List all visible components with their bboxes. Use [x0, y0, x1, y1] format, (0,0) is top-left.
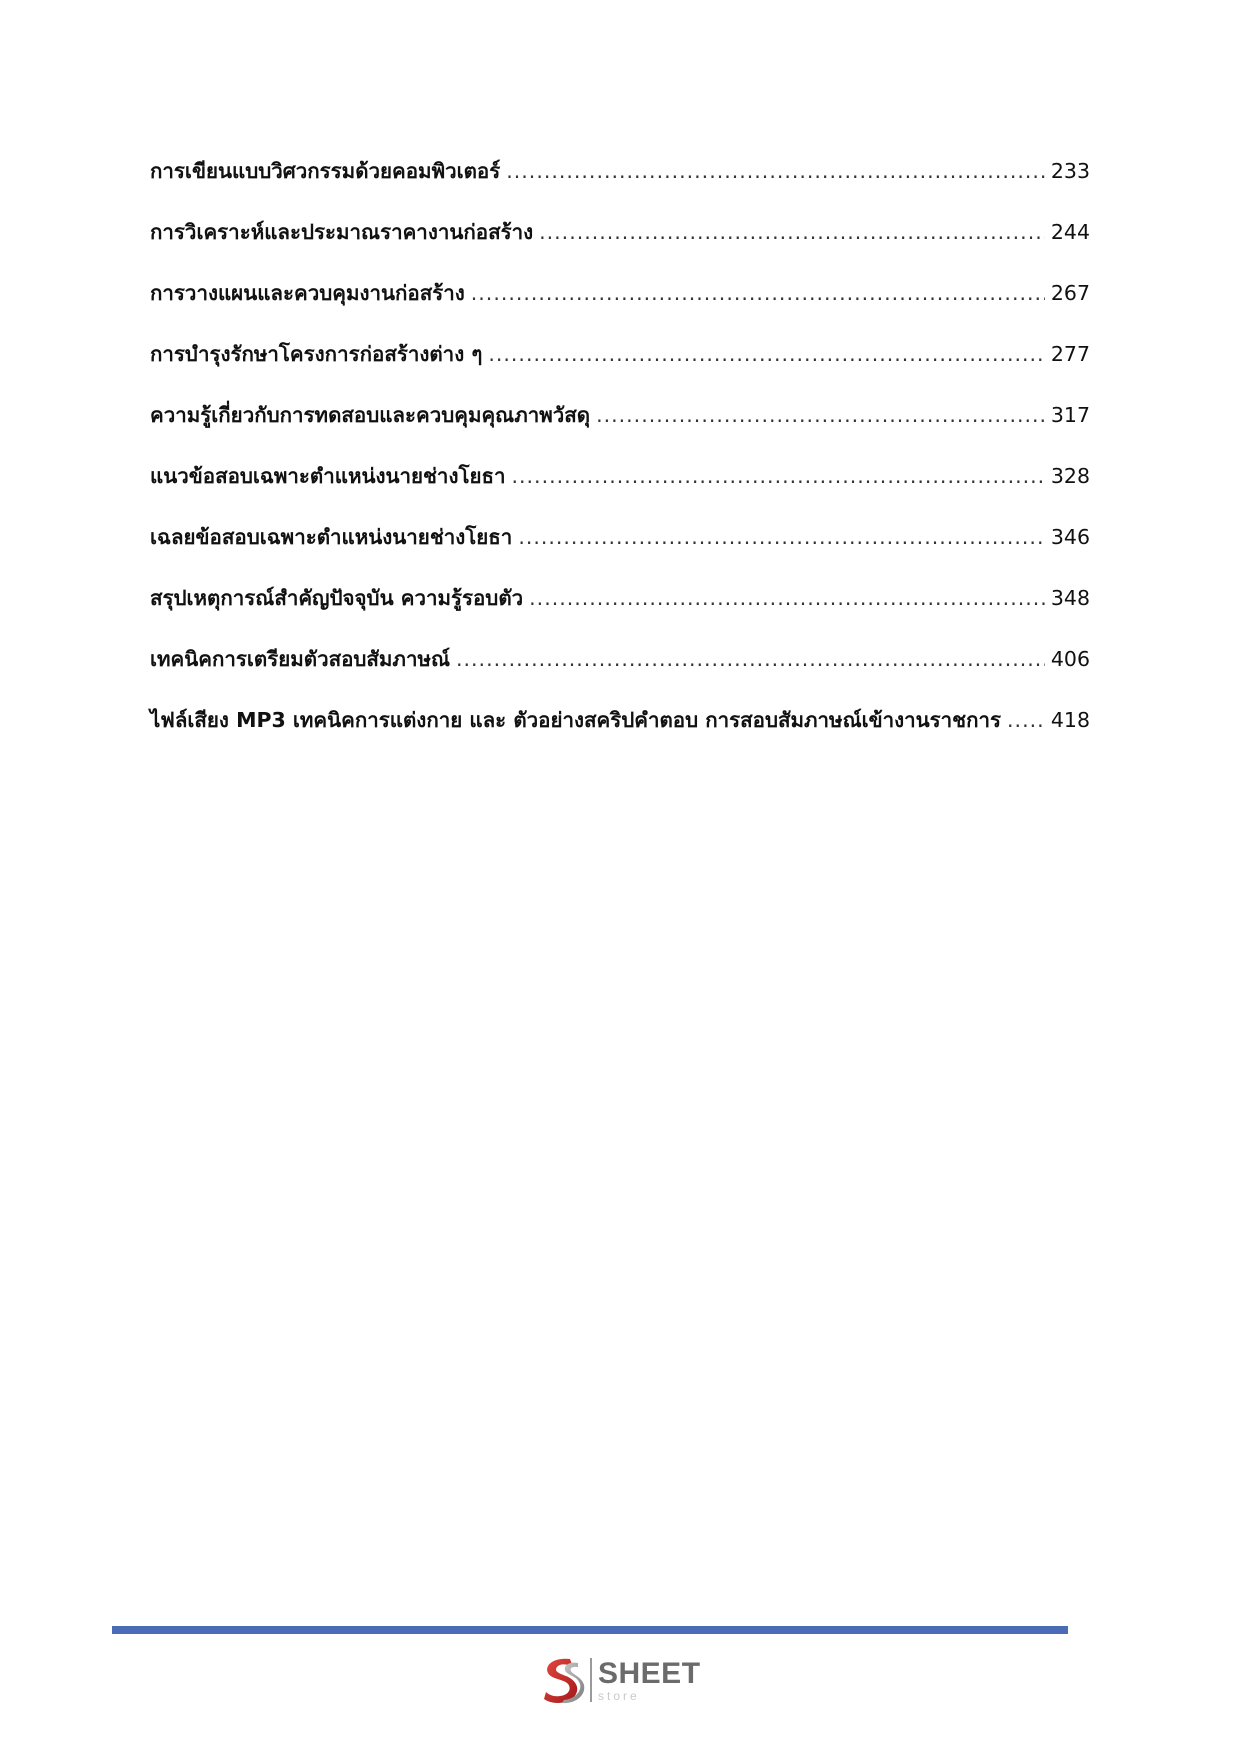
- toc-leader-dots: [471, 281, 1045, 305]
- toc-leader-dots: [488, 342, 1045, 366]
- toc-leader-dots: [512, 464, 1045, 488]
- toc-entry-title: การวางแผนและควบคุมงานก่อสร้าง: [150, 281, 465, 305]
- toc-leader-dots: [529, 586, 1045, 610]
- footer-divider: [112, 1626, 1068, 1634]
- toc-entry[interactable]: [150, 155, 1090, 216]
- toc-entry-page: 346: [1050, 525, 1090, 549]
- toc-entry[interactable]: [150, 704, 1090, 765]
- logo-wordmark: [598, 1656, 701, 1703]
- sheet-store-logo: [540, 1652, 701, 1708]
- logo-brand-sub: store: [598, 1688, 640, 1703]
- toc-entry[interactable]: [150, 277, 1090, 338]
- toc-leader-dots: [539, 220, 1045, 244]
- toc-entry-title: เทคนิคการเตรียมตัวสอบสัมภาษณ์: [150, 647, 450, 671]
- toc-entry[interactable]: [150, 338, 1090, 399]
- toc-leader-dots: [456, 647, 1045, 671]
- toc-entry-page: 244: [1050, 220, 1090, 244]
- toc-entry-title: การวิเคราะห์และประมาณราคางานก่อสร้าง: [150, 220, 534, 244]
- toc-entry-title: ความรู้เกี่ยวกับการทดสอบและควบคุมคุณภาพวัสดุ: [150, 403, 591, 427]
- toc-entry-page: 267: [1050, 281, 1090, 305]
- toc-entry-title: ไฟล์เสียง MP3 เทคนิคการแต่งกาย และ ตัวอย่างสคริปคำตอบ การสอบสัมภาษณ์เข้างานราชการ: [150, 708, 1002, 732]
- toc-leader-dots: [518, 525, 1045, 549]
- toc-entry-page: 348: [1050, 586, 1090, 610]
- sheet-store-logo-icon: [540, 1655, 586, 1705]
- toc-entry[interactable]: [150, 399, 1090, 460]
- toc-entry-page: 418: [1050, 708, 1090, 732]
- toc-entry[interactable]: [150, 643, 1090, 704]
- toc-leader-dots: [506, 159, 1045, 183]
- toc-entry-page: 317: [1050, 403, 1090, 427]
- toc-entry-page: 406: [1050, 647, 1090, 671]
- toc-entry[interactable]: [150, 216, 1090, 277]
- toc-entry-page: 328: [1050, 464, 1090, 488]
- toc-entry-page: 233: [1050, 159, 1090, 183]
- toc-leader-dots: [596, 403, 1045, 427]
- toc-leader-dots: [1007, 708, 1045, 732]
- logo-divider: [590, 1658, 592, 1702]
- toc-entry[interactable]: [150, 521, 1090, 582]
- table-of-contents: [150, 155, 1090, 765]
- toc-entry[interactable]: [150, 582, 1090, 643]
- toc-entry-title: การเขียนแบบวิศวกรรมด้วยคอมพิวเตอร์: [150, 159, 501, 183]
- toc-entry-title: เฉลยข้อสอบเฉพาะตำแหน่งนายช่างโยธา: [150, 525, 513, 549]
- logo-brand-name: SHEET: [598, 1656, 701, 1690]
- toc-entry-page: 277: [1050, 342, 1090, 366]
- toc-entry[interactable]: [150, 460, 1090, 521]
- toc-entry-title: แนวข้อสอบเฉพาะตำแหน่งนายช่างโยธา: [150, 464, 506, 488]
- toc-entry-title: สรุปเหตุการณ์สำคัญปัจจุบัน ความรู้รอบตัว: [150, 586, 524, 610]
- toc-entry-title: การบำรุงรักษาโครงการก่อสร้างต่าง ๆ: [150, 342, 483, 366]
